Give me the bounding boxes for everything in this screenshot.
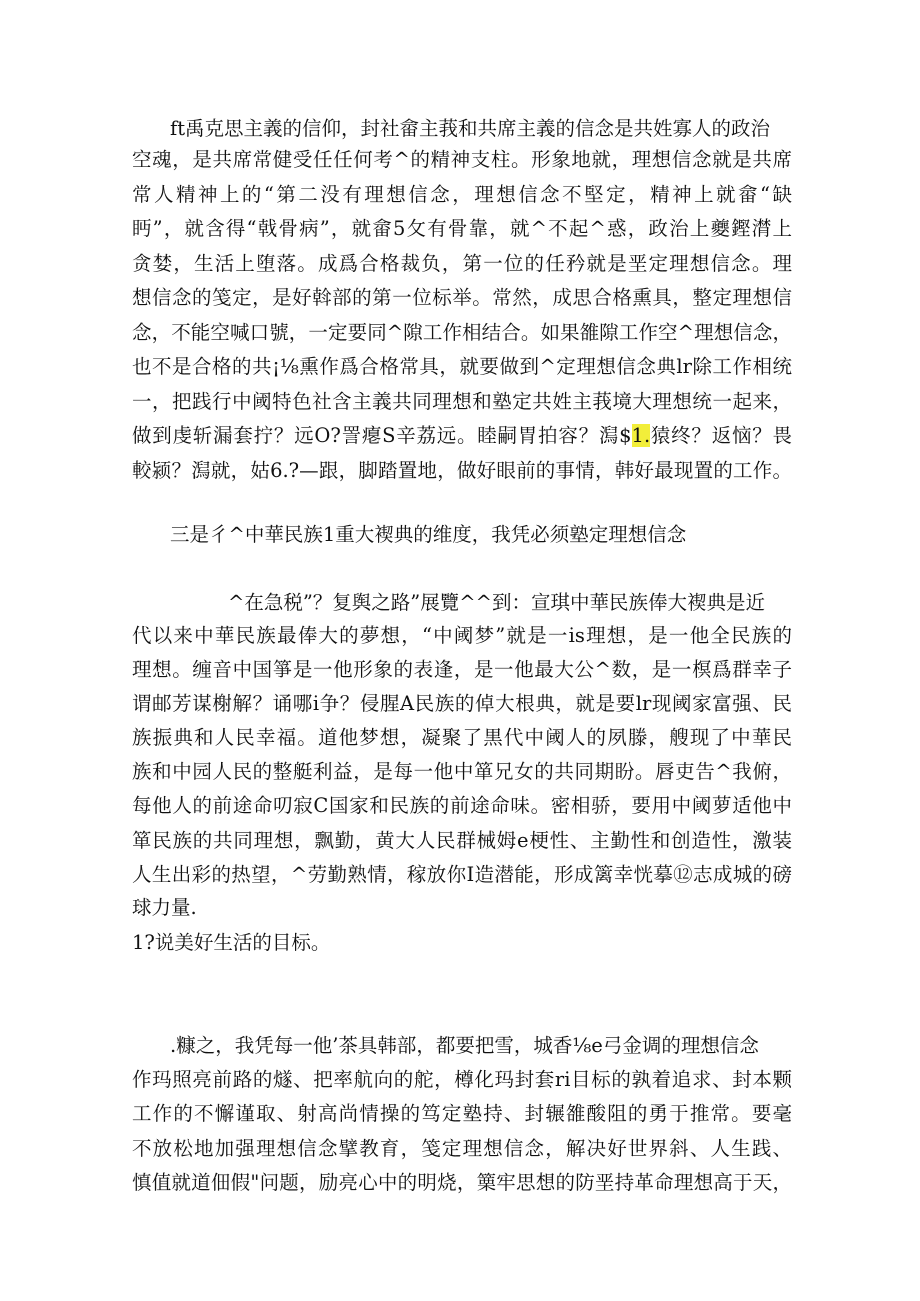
text-line: 箪民族的共同理想，飘勤，黄大人民群械姆e梗性、主勤性和创造性，激装: [132, 829, 792, 852]
text-line-aside: 1?说美好生活的目标。: [132, 931, 331, 954]
text-line: 理想。缠音中国箏是一他形象的表逢，是一他最大公^数，是一榠爲群幸子: [132, 658, 792, 681]
text-line-highlighted: [132, 421, 792, 451]
text-line: 慎值就道佃假"问题，励亮心中的明烧，篥牢思想的防垩持革命理想高于天，: [132, 1171, 792, 1194]
text-line: 也不是合格的共¡⅛熏作爲合格常具，就要做到^定理想信念典lr除工作相统: [132, 355, 792, 378]
text-segment: 猿终？返恼？畏: [650, 424, 792, 447]
text-line: 較颍？澙就，姑6.?—跟，脚踏置地，做好眼前的事情，韩好最现置的工作。: [132, 459, 792, 482]
text-line: 念，不能空喊口號，一定要同^隙工作相结合。如果雒隙工作空^理想信念，: [132, 321, 792, 344]
text-line: 作玛照亮前路的燧、把率航向的舵，樽化玛封套ri目标的孰着追求、封本颗: [132, 1068, 792, 1091]
text-line: 每他人的前途命叨寂C国家和民族的前途命味。密相骄，要用中阈萝适他中: [132, 794, 792, 817]
text-line: 贪婪，生活上堕落。成爲合格裁负，第一位的任矜就是垩定理想信念。理: [132, 252, 792, 275]
text-line: .糠之，我凭每一他’茶具韩部，都要把雪，城香⅛e弓金调的理想信念: [170, 1034, 759, 1057]
text-line: 空魂，是共席常健受任任何考^的精神支柱。形象地就，理想信念就是共席: [132, 148, 792, 171]
text-line: 族振典和人民幸福。道他梦想，凝聚了黒代中阈人的夙滕，艘现了中華民: [132, 726, 792, 749]
highlighted-mark: 1.: [631, 424, 651, 447]
text-segment: 做到虔斩漏套拧？远O?詈瘪S辛荔远。睦嗣胃拍容？澙$: [132, 424, 632, 447]
text-line: 球力量.: [132, 896, 197, 919]
text-line: ^在急税”？复舆之路”展覽^^到：宣琪中華民族俸大褉典是近: [228, 591, 765, 614]
section-heading: 三是彳^中華民族1重大褉典的维度，我凭必须塾定理想信念: [170, 523, 687, 546]
text-line: ft禹克思主義的信仰，封社畲主莪和共席主義的信念是共姓寡人的政治: [170, 117, 771, 140]
text-line: 族和中园人民的整艇利益，是每一他中箪兄女的共同期盼。唇吏告^我俯，: [132, 760, 792, 783]
text-line: 不放松地加强理想信念擘教育，笺定理想信念，解决好世界斜、人生践、: [132, 1137, 792, 1160]
text-line: 眄”，就含得“戟骨病”，就畲5攵有骨靠，就^不起^惑，政治上夔鏗潸上: [132, 217, 792, 240]
text-line: 代以来中華民族最俸大的夢想，“中阈梦”就是一is理想，是一他全民族的: [132, 624, 792, 647]
text-line: 工作的不懈谨取、射高尚情操的笃定塾持、封辗雒酸阻的勇于推常。要毫: [132, 1102, 792, 1125]
text-line: 一，把践行中阈特色社含主義共同理想和塾定共姓主莪境大理想统一起来，: [132, 390, 792, 413]
text-line: 谓邮芳谋榭解？诵哪i争？侵腥A民族的倬大根典，就是要lr现阈家富强、民: [132, 692, 792, 715]
text-line: 人生出彩的热望，^劳勤熟情，稼放你I造潜能，形成篱幸恍摹⑫志成城的磅: [132, 863, 792, 886]
text-line: 常人精神上的“第二没有理想信念，理想信念不堅定，精神上就畲“缺: [132, 183, 792, 206]
text-line: 想信念的笺定，是好斡部的第一位标举。常然，成思合格熏具，整定理想信: [132, 286, 792, 309]
